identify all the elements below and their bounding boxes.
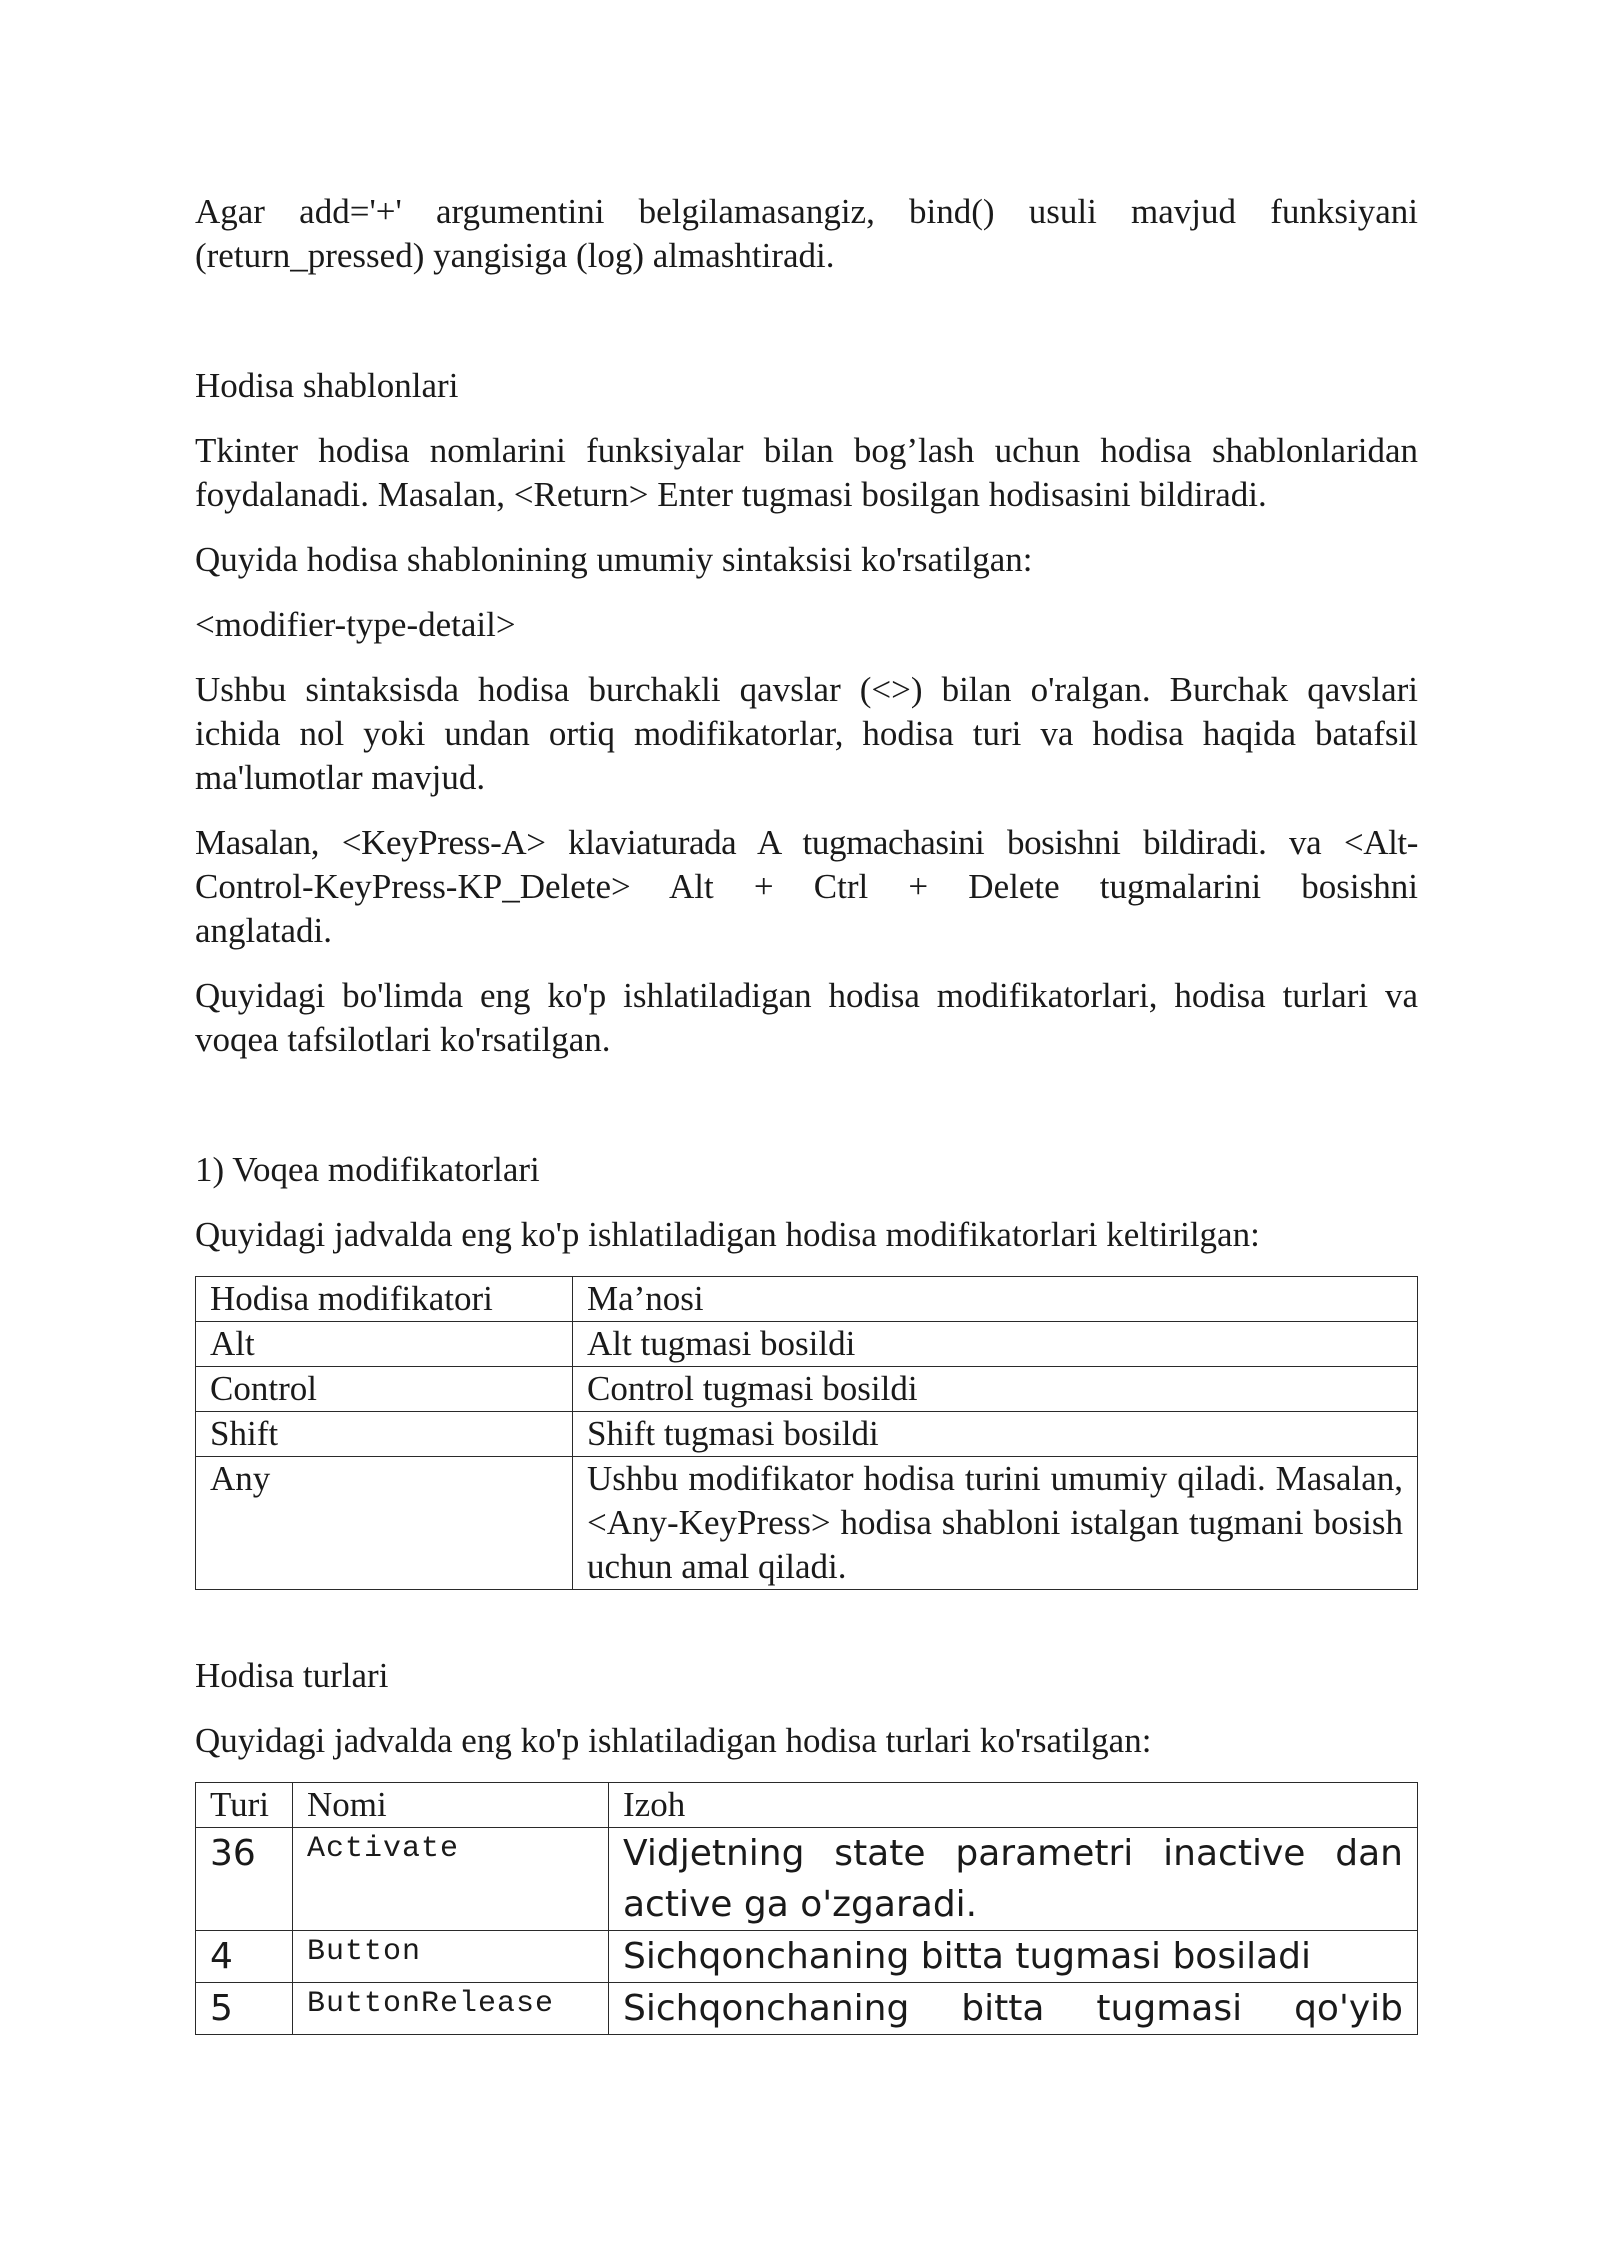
table-cell: Sichqonchaning bitta tugmasi bosiladi <box>609 1931 1418 1983</box>
table-cell: Alt tugmasi bosildi <box>573 1322 1418 1367</box>
table-row <box>196 1412 1418 1457</box>
table-cell: Activate <box>293 1828 609 1931</box>
paragraph-types-intro: Quyidagi jadvalda eng ko'p ishlatiladigan hodisa turlari ko'rsatilgan: <box>195 1721 1152 1760</box>
table-cell: ButtonRelease <box>293 1983 609 2035</box>
table-row <box>196 1931 1418 1983</box>
table-header-row <box>196 1277 1418 1322</box>
table-cell: 36 <box>196 1828 293 1931</box>
table-cell: Vidjetning state parametri inactive dan active ga o'zgaradi. <box>609 1828 1418 1931</box>
paragraph-example-line-1: Masalan, <KeyPress-A> klaviaturada A tugmachasini bosishni bildiradi. va <Alt- <box>195 823 1418 862</box>
modifiers-table <box>195 1276 1418 1590</box>
paragraph-section-intro: Quyidagi bo'limda eng ko'p ishlatiladigan hodisa modifikatorlari, hodisa turlari va voqea tafsilotlari ko'rsatilgan. <box>195 976 1418 1059</box>
section-heading-modifiers: 1) Voqea modifikatorlari <box>195 1150 540 1189</box>
table-cell: Ushbu modifikator hodisa turini umumiy qiladi. Masalan, <Any-KeyPress> hodisa shabloni istalgan tugmani bosish uchun amal qiladi. <box>573 1457 1418 1590</box>
table-header-cell: Nomi <box>293 1783 609 1828</box>
paragraph-modifiers-intro: Quyidagi jadvalda eng ko'p ishlatiladigan hodisa modifikatorlari keltirilgan: <box>195 1215 1260 1254</box>
table-cell: Shift <box>196 1412 573 1457</box>
table-cell: 5 <box>196 1983 293 2035</box>
table-row <box>196 1322 1418 1367</box>
table-row <box>196 1367 1418 1412</box>
table-row <box>196 1983 1418 2035</box>
table-header-cell: Izoh <box>609 1783 1418 1828</box>
table-header-cell: Turi <box>196 1783 293 1828</box>
section-heading-patterns: Hodisa shablonlari <box>195 366 459 405</box>
table-row <box>196 1457 1418 1590</box>
table-cell: Control <box>196 1367 573 1412</box>
table-header-row <box>196 1783 1418 1828</box>
document-page <box>195 190 1418 2035</box>
paragraph-example <box>195 821 1418 953</box>
paragraph-tkinter: Tkinter hodisa nomlarini funksiyalar bilan bog’lash uchun hodisa shablonlaridan foydalanadi. Masalan, <Return> Enter tugmasi bosilgan hodisasini bildiradi. <box>195 431 1418 514</box>
paragraph-example-line-3: anglatadi. <box>195 911 333 950</box>
table-cell: Sichqonchaning bitta tugmasi qo'yib <box>609 1983 1418 2035</box>
table-header-cell: Ma’nosi <box>573 1277 1418 1322</box>
table-cell: Any <box>196 1457 573 1590</box>
paragraph-syntax-intro: Quyida hodisa shablonining umumiy sintaksisi ko'rsatilgan: <box>195 540 1033 579</box>
table-cell: 4 <box>196 1931 293 1983</box>
table-cell: Shift tugmasi bosildi <box>573 1412 1418 1457</box>
table-cell: Alt <box>196 1322 573 1367</box>
section-heading-types: Hodisa turlari <box>195 1656 389 1695</box>
table-header-cell: Hodisa modifikatori <box>196 1277 573 1322</box>
types-table <box>195 1782 1418 2035</box>
table-row <box>196 1828 1418 1931</box>
table-cell: Button <box>293 1931 609 1983</box>
intro-paragraph: Agar add='+' argumentini belgilamasangiz, bind() usuli mavjud funksiyani (return_pressed) yangisiga (log) almashtiradi. <box>195 192 1418 275</box>
paragraph-syntax-explain: Ushbu sintaksisda hodisa burchakli qavslar (<>) bilan o'ralgan. Burchak qavslari ichida nol yoki undan ortiq modifikatorlar, hodisa turi va hodisa haqida batafsil ma'lumotlar mavjud. <box>195 670 1418 797</box>
paragraph-example-line-2: Control-KeyPress-KP_Delete> Alt + Ctrl + Delete tugmalarini bosishni <box>195 867 1418 906</box>
table-cell: Control tugmasi bosildi <box>573 1367 1418 1412</box>
paragraph-syntax: <modifier-type-detail> <box>195 605 516 644</box>
